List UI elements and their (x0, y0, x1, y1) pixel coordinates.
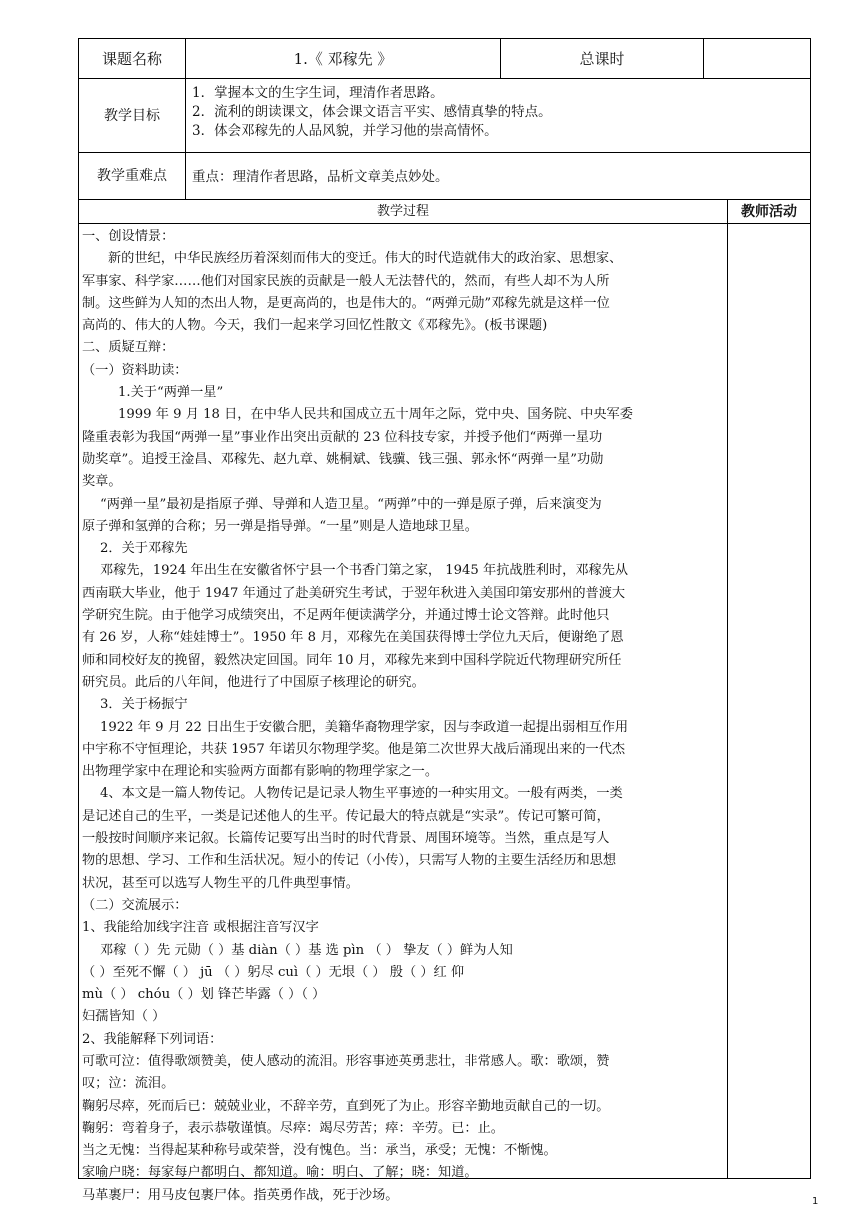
process-header: 教学过程 (376, 203, 429, 219)
body-line: 西南联大毕业，他于 1947 年通过了赴美研究生考试，于翌年秋进入美国印第安那州的普渡大 (82, 585, 626, 601)
exercise-line: mù（ ） chóu（ ）划 锋芒毕露（ ）（ ） (82, 987, 326, 1003)
item-heading: 2．关于邓稼先 (100, 541, 188, 557)
body-line: 奖章。 (82, 474, 122, 490)
keypoints-text: 重点：理清作者思路，品析文章美点妙处。 (192, 169, 449, 185)
table-rule (78, 223, 811, 224)
title-label: 课题名称 (101, 49, 162, 68)
body-line: 勋奖章”。追授王淦昌、邓稼先、赵九章、姚桐斌、钱骥、钱三强、郭永怀“两弹一星”功勋 (82, 451, 604, 467)
body-line: 4、本文是一篇人物传记。人物传记是记录人物生平事迹的一种实用文。一般有两类，一类 (100, 786, 623, 802)
exercise-heading: 2、我能解释下列词语： (82, 1031, 223, 1047)
body-line: 物的思想、学习、工作和生活状况。短小的传记（小传），只需写人物的主要生活经历和思想 (82, 853, 617, 869)
item-heading: 1.关于“两弹一星” (118, 385, 224, 401)
vocab-line: 鞠躬尽瘁，死而后已：兢兢业业，不辞辛劳，直到死了为止。形容辛勤地贡献自己的一切。 (82, 1098, 610, 1114)
body-line: 1999 年 9 月 18 日，在中华人民共和国成立五十周年之际，党中央、国务院、中央军委 (118, 407, 633, 423)
vocab-line: 鞠躬：弯着身子，表示恭敬谨慎。尽瘁：竭尽劳苦；瘁：辛劳。已：止。 (82, 1120, 504, 1136)
goals-list (192, 84, 802, 141)
section-heading: 一、创设情景： (82, 229, 175, 244)
body-line: 师和同校好友的挽留，毅然决定回国。同年 10 月，邓稼先来到中国科学院近代物理研究所任 (82, 652, 622, 668)
body-line: 高尚的、伟大的人物。今天，我们一起来学习回忆性散文《邓稼先》。(板书课题) (82, 318, 548, 334)
body-line: 隆重表彰为我国“两弹一星”事业作出突出贡献的 23 位科技专家，并授予他们“两弹一星功 (82, 429, 603, 445)
total-hours-label: 总课时 (579, 49, 625, 68)
exercise-line: 邓稼（ ）先 元勋（ ）基 diàn（ ）基 选 pìn （ ） 挚友（ ）鲜为人知 (100, 942, 513, 958)
page-number: 1 (812, 1196, 819, 1207)
body-line: 一般按时间顺序来记叙。长篇传记要写出当时的时代背景、周围环境等。当然，重点是写人 (82, 831, 610, 847)
subsection-heading: （二）交流展示： (82, 897, 188, 913)
total-hours-value (704, 39, 810, 78)
vocab-line: 马革裹尸：用马皮包裹尸体。指英勇作战，死于沙场。 (82, 1187, 399, 1203)
body-line: 状况，甚至可以选写人物生平的几件典型事情。 (82, 875, 359, 891)
goal-item: 3．体会邓稼先的人品风貌，并学习他的崇高情怀。 (192, 123, 498, 139)
exercise-heading: 1、我能给加线字注音 或根据注音写汉字 (82, 920, 319, 936)
table-border-right (810, 38, 811, 1179)
body-line: 1922 年 9 月 22 日出生于安徽合肥，美籍华裔物理学家，因与李政道一起提出弱相互作用 (100, 719, 629, 735)
body-line: 是记述自己的生平，一类是记述他人的生平。传记最大的特点就是“实录”。传记可繁可简， (82, 808, 610, 824)
body-line: 有 26 岁，人称“娃娃博士”。1950 年 8 月，邓稼先在美国获得博士学位九天后，便谢绝了恩 (82, 630, 624, 646)
goal-item: 2．流利的朗读课文，体会课文语言平实、感情真挚的特点。 (192, 104, 552, 120)
vocab-line: 可歌可泣：值得歌颂赞美，使人感动的流泪。形容事迹英勇悲壮，非常感人。歌：歌颂，赞 (82, 1053, 610, 1069)
keypoints-label: 教学重难点 (97, 168, 167, 184)
body-line: 出物理学家中在理论和实验两方面都有影响的物理学家之一。 (82, 764, 439, 780)
vocab-line: 家喻户晓：每家每户都明白、都知道。喻：明白、了解；晓：知道。 (82, 1165, 478, 1181)
goal-item: 1．掌握本文的生字生词，理清作者思路。 (192, 85, 444, 101)
table-col-divider (727, 199, 728, 1179)
exercise-line: （ ）至死不懈（ ） jū （ ）躬尽 cuì（ ）无垠（ ） 殷（ ）红 仰 (82, 964, 465, 980)
body-line: 制。这些鲜为人知的杰出人物，是更高尚的，也是伟大的。“两弹元勋”邓稼先就是这样一位 (82, 295, 610, 311)
teacher-activity-header: 教师活动 (741, 203, 797, 220)
body-line: 新的世纪，中华民族经历着深刻而伟大的变迁。伟大的时代造就伟大的政治家、思想家、 (108, 251, 623, 267)
lesson-title: 1.《 邓稼先 》 (293, 49, 393, 68)
goals-label: 教学目标 (104, 107, 160, 124)
teaching-process-body (82, 226, 722, 1207)
vocab-line: 当之无愧：当得起某种称号或荣誉，没有愧色。当：承当，承受；无愧：不惭愧。 (82, 1143, 557, 1159)
item-heading: 3．关于杨振宁 (100, 697, 188, 713)
body-line: 研究员。此后的八年间，他进行了中国原子核理论的研究。 (82, 674, 425, 690)
body-line: 学研究生院。由于他学习成绩突出，不足两年便读满学分，并通过博士论文答辩。此时他只 (82, 608, 610, 624)
vocab-line: 叹；泣：流泪。 (82, 1076, 175, 1092)
body-line: 军事家、科学家……他们对国家民族的贡献是一般人无法替代的，然而，有些人却不为人所 (82, 273, 610, 289)
section-heading: 二、质疑互辩： (82, 340, 175, 356)
table-rule (78, 152, 811, 153)
subsection-heading: （一）资料助读： (82, 362, 188, 378)
table-rule (78, 78, 811, 79)
body-line: 邓稼先，1924 年出生在安徽省怀宁县一个书香门第之家， 1945 年抗战胜利时，邓稼先从 (100, 563, 629, 579)
body-line: 中宇称不守恒理论，共获 1957 年诺贝尔物理学奖。他是第二次世界大战后涌现出来的一代杰 (82, 741, 626, 757)
body-line: “两弹一星”最初是指原子弹、导弹和人造卫星。“两弹”中的一弹是原子弹，后来演变为 (100, 496, 602, 512)
body-line: 原子弹和氢弹的合称；另一弹是指导弹。“一星”则是人造地球卫星。 (82, 518, 478, 534)
exercise-line: 妇孺皆知（ ） (82, 1009, 166, 1025)
